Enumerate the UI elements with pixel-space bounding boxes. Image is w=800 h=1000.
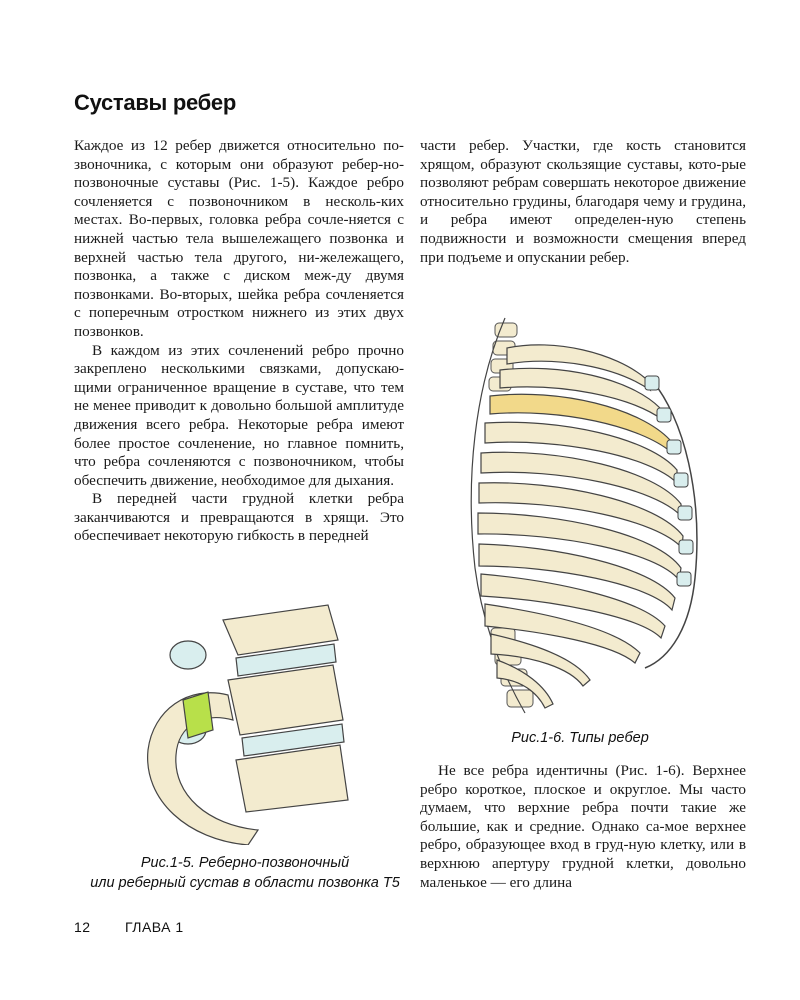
figure-1-5-caption-line2: или реберный сустав в области позвонка Т5 xyxy=(90,875,400,891)
figure-1-5-caption xyxy=(70,853,420,893)
right-column-top xyxy=(420,137,746,267)
rib-cage-illustration xyxy=(445,308,725,718)
figure-1-5-caption-line1: Рис.1-5. Реберно-позвоночный xyxy=(140,855,350,871)
page-number: 12 xyxy=(74,919,91,935)
paragraph-3: В передней части грудной клетки ребра заканчиваются и превращаются в хрящи. Это обеспечивает некоторую гибкость в передней xyxy=(74,490,404,545)
right-column-bottom xyxy=(420,762,746,892)
figure-1-6-caption: Рис.1-6. Типы ребер xyxy=(511,730,649,746)
paragraph-ribs-types: Не все ребра идентичны (Рис. 1-6). Верхнее ребро короткое, плоское и округлое. Мы часто думаем, что верхние ребра почти такие же большие, как и средние. Однако са-мое верхнее ребро, образующее вход в груд-ную клетку, или в верхнюю апертуру грудной клетки, довольно маленькое — его длина xyxy=(420,762,746,891)
chapter-label: ГЛАВА 1 xyxy=(124,919,184,935)
ribs xyxy=(478,345,683,708)
paragraph-1: Каждое из 12 ребер движется относительно по-звоночника, с которым они образуют ребер-но-позвоночные суставы (Рис. 1-5). Каждое ребро сочленяется с позвоночником в несколь-ких местах. Во-первых, головка ребра сочле-няется с нижней частью тела вышележащего позвонка и верхней частью тела другого, ни-жележащего, позвонка, а также с диском меж-ду двумя позвонками. Во-вторых, шейка ребра сочленяется с поперечным отростком нижнего из этих двух позвонков. xyxy=(74,137,404,340)
paragraph-continued: части ребер. Участки, где кость становится хрящом, образуют скользящие суставы, кото-рые позволяют ребрам совершать некоторое движение относительно грудины, благодаря чему и грудина, и ребра имеют определен-ную степень подвижности и возможности смещения вперед при подъеме и опускании ребер. xyxy=(420,137,746,266)
paragraph-2: В каждом из этих сочленений ребро прочно закреплено несколькими связками, допускаю-щими ограниченное вращение в суставе, что тем не менее приводит к довольно большой амплитуде движения всего ребра. Некоторые ребра имеют более простое сочленение, но главное помнить, что ребра сочленяются с позвоночником, чтобы обеспечить движение, необходимое для дыхания. xyxy=(74,341,404,489)
section-title: Суставы ребер xyxy=(74,90,236,115)
left-column xyxy=(74,137,404,546)
costovertebral-joint-illustration xyxy=(128,600,358,845)
page-footer xyxy=(74,919,214,935)
